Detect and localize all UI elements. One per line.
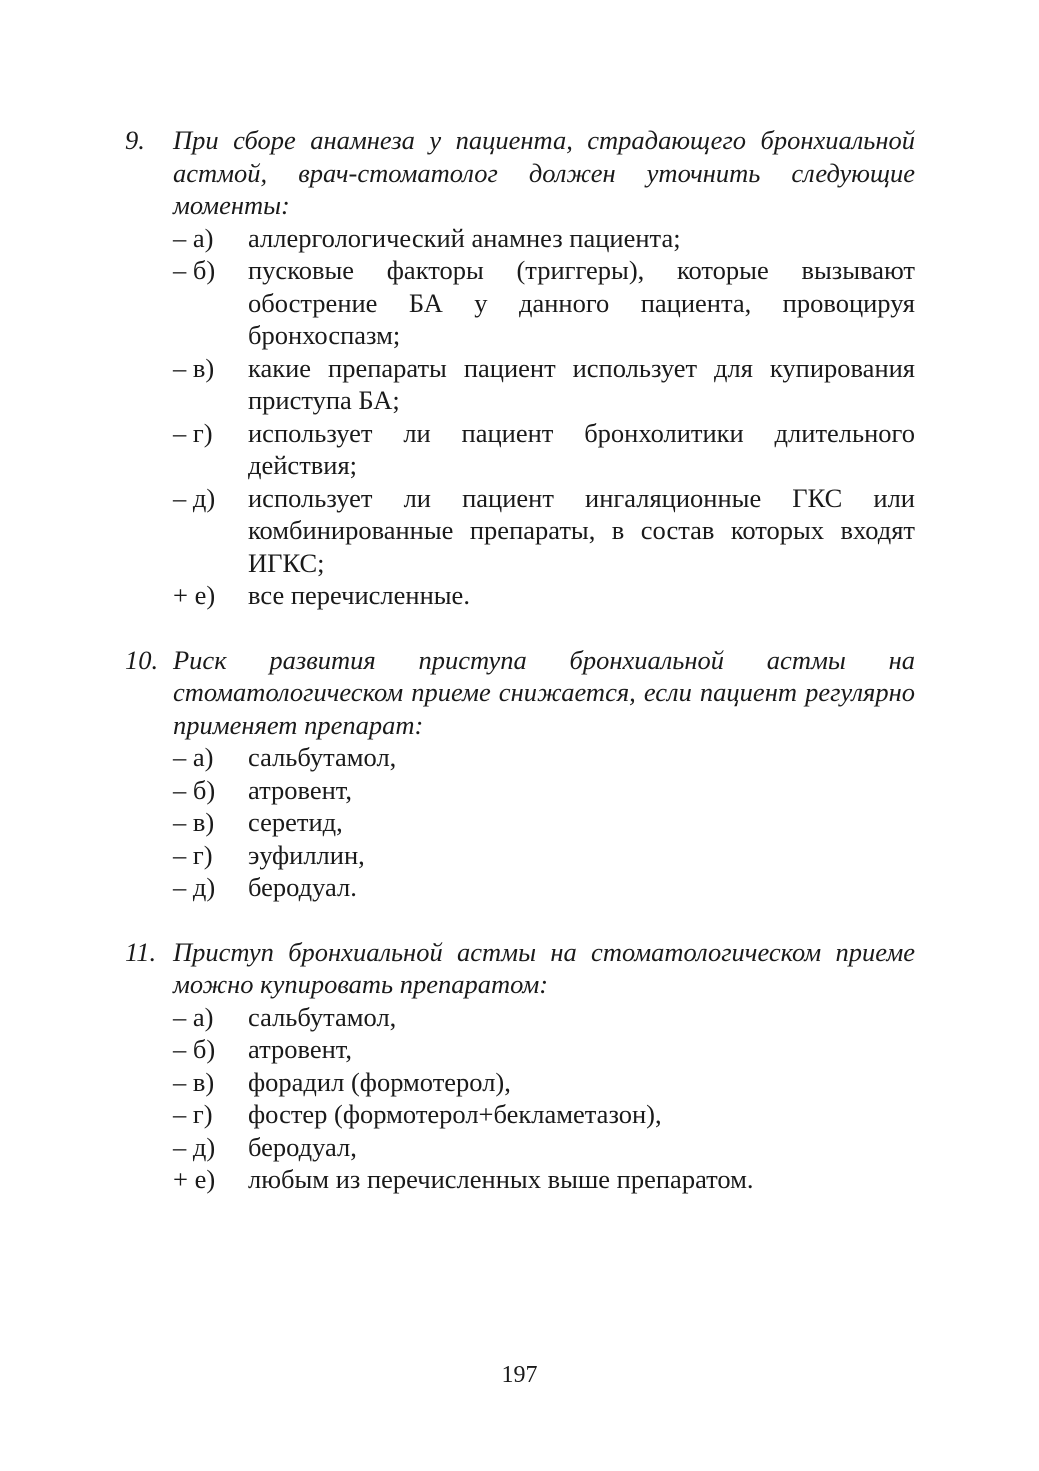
answer-option-correct <box>125 579 915 612</box>
question-9 <box>125 124 915 612</box>
answer-option <box>125 254 915 352</box>
option-marker: – а) <box>173 222 214 253</box>
option-text: пусковые факторы (триггеры), которые вызывают обострение БА у данного пациента, провоцируя бронхоспазм; <box>248 255 915 350</box>
option-text: атровент, <box>248 774 352 805</box>
option-marker: – д) <box>173 1131 216 1162</box>
option-text: серетид, <box>248 807 343 837</box>
question-text: Риск развития приступа бронхиальной астмы на стоматологическом приеме снижается, если пациент регулярно применяет препарат: <box>173 644 915 740</box>
answer-option <box>125 774 915 807</box>
answer-option <box>125 1001 915 1034</box>
option-text: беродуал. <box>248 872 357 902</box>
answer-options <box>125 741 915 904</box>
option-marker: + е) <box>173 580 216 610</box>
option-marker: – в) <box>173 1066 215 1097</box>
question-number: 11. <box>125 936 157 967</box>
question-10 <box>125 644 915 904</box>
question-header <box>125 936 915 1001</box>
answer-option <box>125 222 915 255</box>
option-text: использует ли пациент бронхолитики длительного действия; <box>248 417 915 480</box>
answer-option <box>125 417 915 482</box>
answer-option <box>125 1098 915 1131</box>
option-text: эуфиллин, <box>248 839 365 870</box>
answer-option-correct <box>125 1163 915 1196</box>
option-text: беродуал, <box>248 1131 357 1162</box>
answer-option <box>125 1066 915 1099</box>
question-number: 9. <box>125 125 145 155</box>
option-text: использует ли пациент ингаляционные ГКС или комбинированные препараты, в состав которых входят ИГКС; <box>248 482 915 578</box>
question-text: Приступ бронхиальной астмы на стоматологическом приеме можно купировать препаратом: <box>173 936 915 999</box>
answer-option <box>125 1131 915 1164</box>
option-text: все перечисленные. <box>248 580 470 610</box>
answer-option <box>125 352 915 417</box>
option-marker: – д) <box>173 482 216 513</box>
option-marker: – в) <box>173 352 215 383</box>
question-header <box>125 124 915 222</box>
answer-options <box>125 1001 915 1196</box>
option-marker: – б) <box>173 774 216 805</box>
option-marker: + е) <box>173 1164 216 1194</box>
option-text: сальбутамол, <box>248 1001 397 1032</box>
option-text: форадил (формотерол), <box>248 1066 511 1097</box>
option-marker: – г) <box>173 1099 213 1129</box>
option-marker: – д) <box>173 872 216 902</box>
option-text: атровент, <box>248 1034 352 1064</box>
answer-option <box>125 741 915 774</box>
option-text: сальбутамол, <box>248 742 397 772</box>
option-marker: – а) <box>173 742 214 772</box>
answer-option <box>125 871 915 904</box>
option-marker: – г) <box>173 417 213 448</box>
page-number: 197 <box>501 1362 538 1388</box>
question-header <box>125 644 915 742</box>
question-11 <box>125 936 915 1196</box>
option-text: любым из перечисленных выше препаратом. <box>248 1164 754 1194</box>
option-marker: – б) <box>173 255 216 285</box>
option-marker: – а) <box>173 1001 214 1032</box>
option-marker: – в) <box>173 807 215 837</box>
answer-options <box>125 222 915 612</box>
answer-option <box>125 1033 915 1066</box>
question-text: При сборе анамнеза у пациента, страдающего бронхиальной астмой, врач-стоматолог должен уточнить следующие моменты: <box>173 125 915 220</box>
answer-option <box>125 839 915 872</box>
question-number: 10. <box>125 644 159 675</box>
option-text: фостер (формотерол+бекламетазон), <box>248 1099 662 1129</box>
option-marker: – г) <box>173 839 213 870</box>
option-marker: – б) <box>173 1034 216 1064</box>
answer-option <box>125 482 915 580</box>
option-text: аллергологический анамнез пациента; <box>248 222 681 253</box>
option-text: какие препараты пациент использует для купирования приступа БА; <box>248 352 915 415</box>
page-content <box>125 124 915 1196</box>
answer-option <box>125 806 915 839</box>
